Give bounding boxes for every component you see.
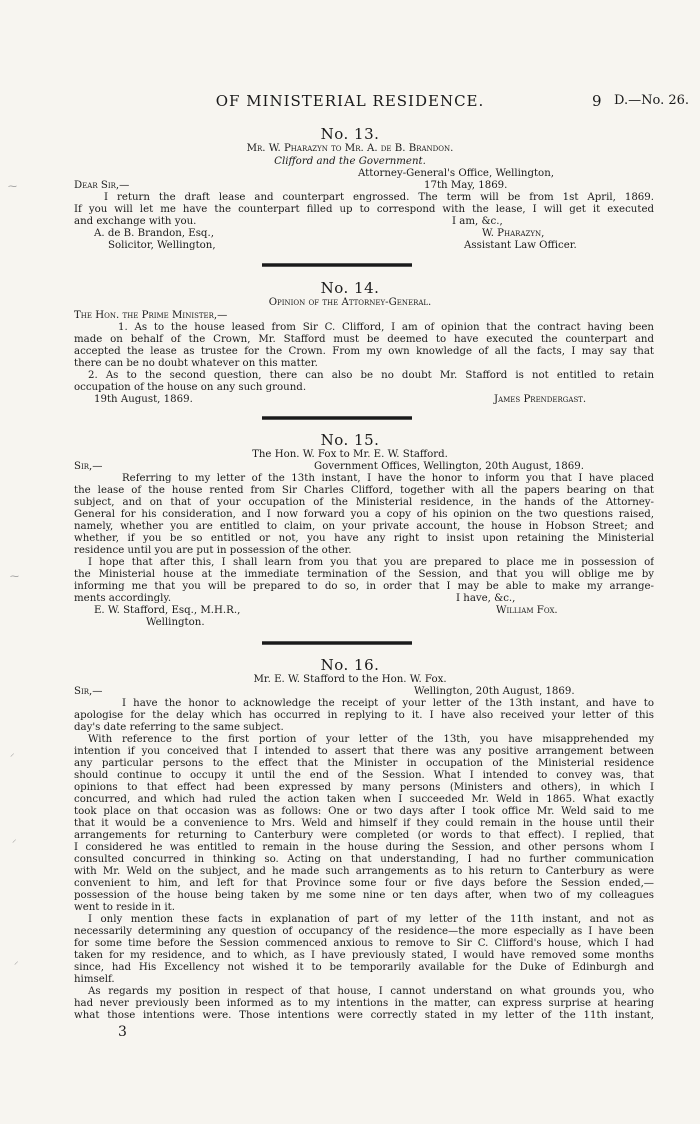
doc15-addressee-location: Wellington. [146, 617, 205, 628]
doc16-line: since, had His Excellency not wished it to be temporarily available for the Duke of Edinburgh and [74, 962, 654, 973]
doc16-line: necessarily determining any question of occupancy of the residence—the more especially as I have been [74, 926, 654, 937]
doc15-line: subject, and on that of your occupation of the Ministerial residence, in the hands of the Attorney- [74, 497, 654, 508]
doc15-number: No. 15. [320, 431, 380, 449]
doc16-number: No. 16. [320, 656, 380, 674]
doc14-date: 19th August, 1869. [94, 394, 193, 405]
doc13-signer: W. Pharazyn, [482, 228, 545, 239]
doc16-line: apologise for the delay which has occurred in replying to it. I have also received your letter of this [74, 710, 654, 721]
doc16-line: day's date referring to the same subject. [74, 722, 284, 733]
doc13-subheading: Clifford and the Government. [274, 156, 426, 167]
doc16-line: consulted concurred in thinking so. Acting on that understanding, I had no further communication [74, 854, 654, 865]
doc15-heading: The Hon. W. Fox to Mr. E. W. Stafford. [252, 449, 448, 460]
doc15-signer: William Fox. [496, 605, 558, 616]
doc16-line: I only mention these facts in explanation of part of my letter of the 11th instant, and not as [88, 914, 654, 925]
doc14-line: 2. As to the second question, there can also be no doubt Mr. Stafford is not entitled to retain [88, 370, 654, 381]
doc16-line: arrangements for returning to Canterbury were completed (or words to that effect). I replied, that [74, 830, 654, 841]
section-divider [262, 641, 412, 645]
doc14-salutation: The Hon. the Prime Minister,— [74, 310, 228, 321]
doc16-line: As regards my position in respect of that house, I cannot understand on what grounds you, who [88, 986, 654, 997]
doc16-line: possession of the house being taken by me some nine or ten days after, when two of my colleagues [74, 890, 654, 901]
doc13-date: 17th May, 1869. [424, 180, 508, 191]
doc16-line: opinions to that effect had been expressed by many persons (Ministers and others), in which I [74, 782, 654, 793]
doc14-signer: James Prendergast. [494, 394, 587, 405]
doc16-line: went to reside in it. [74, 902, 175, 913]
doc15-line: informing me that you will be prepared to do so, in order that I may be able to make my arrange- [74, 581, 654, 592]
margin-mark: ⸝ [10, 749, 15, 759]
doc15-line: whether, if you be so entitled or not, you have any right to insist upon retaining the Ministerial [74, 533, 654, 544]
margin-mark: ⸝ [12, 835, 17, 845]
doc16-line: intention if you conceived that I intended to assert that there was any positive arrangement between [74, 746, 654, 757]
doc14-line: there can be no doubt whatever on this matter. [74, 358, 318, 369]
doc15-office: Government Offices, Wellington, 20th August, 1869. [314, 461, 584, 472]
doc14-line: made on behalf of the Crown, Mr. Stafford must be deemed to have executed the counterpart and [74, 334, 654, 345]
doc15-closing: I have, &c., [456, 593, 516, 604]
doc13-number: No. 13. [320, 125, 380, 143]
doc16-line: concurred, and which had ruled the action taken when I succeeded Mr. Weld in 1865. What exactly [74, 794, 654, 805]
doc16-heading: Mr. E. W. Stafford to the Hon. W. Fox. [253, 674, 447, 685]
doc13-addressee-location: Solicitor, Wellington, [108, 240, 216, 251]
doc16-line: With reference to the first portion of your letter of the 13th, you have misapprehended my [88, 734, 654, 745]
doc13-closing: I am, &c., [452, 216, 503, 227]
doc16-line: convenient to him, and left for that Province some four or five days before the Session ended,— [74, 878, 654, 889]
margin-mark: ⸝ [14, 957, 19, 967]
doc15-line: namely, whether you are entitled to claim, on your private account, the house in Hobson Street; and [74, 521, 654, 532]
doc16-line: what those intentions were. Those intentions were correctly stated in my letter of the 11th instant, [74, 1010, 654, 1021]
doc13-addressee: A. de B. Brandon, Esq., [94, 228, 214, 239]
doc16-line: with Mr. Weld on the subject, and he made such arrangements as to his return to Canterbury as were [74, 866, 654, 877]
doc16-line: any particular persons to the effect that the Minister in occupation of the Ministerial residence [74, 758, 654, 769]
page-number: 9 [592, 92, 602, 110]
doc15-line: the lease of the house rented from Sir Charles Clifford, together with all the papers bearing on that [74, 485, 654, 496]
doc15-line: General for his consideration, and I now forward you a copy of his opinion on the two questions raised, [74, 509, 654, 520]
doc14-line: accepted the lease as trustee for the Crown. From my own knowledge of all the facts, I may say that [74, 346, 654, 357]
doc13-salutation: Dear Sir,— [74, 180, 130, 191]
doc16-line: himself. [74, 974, 115, 985]
doc13-line: If you will let me have the counterpart filled up to correspond with the lease, I will get it executed [74, 204, 654, 215]
doc14-number: No. 14. [320, 279, 380, 297]
doc15-addressee: E. W. Stafford, Esq., M.H.R., [94, 605, 241, 616]
margin-mark: ⁓ [10, 572, 19, 582]
doc16-line: should continue to occupy it until the end of the Session. What I intended to convey was, that [74, 770, 654, 781]
doc15-line: ments accordingly. [74, 593, 172, 604]
section-divider [262, 416, 412, 420]
doc15-line: residence until you are put in possession of the other. [74, 545, 352, 556]
running-title: OF MINISTERIAL RESIDENCE. [215, 92, 485, 110]
doc15-line: the Ministerial house at the immediate termination of the Session, and that you will oblige me by [74, 569, 654, 580]
doc16-line: I considered he was entitled to remain in the house during the Session, and other persons whom I [74, 842, 654, 853]
doc16-line: took place on that occasion was as follows: One or two days after I took office Mr. Weld said to me [74, 806, 654, 817]
doc13-signer-title: Assistant Law Officer. [464, 240, 577, 251]
doc16-line: had never previously been informed as to my intentions in the matter, can express surprise at hearing [74, 998, 654, 1009]
doc16-line: taken for my residence, and to which, as I have previously stated, I would have removed some months [74, 950, 654, 961]
doc16-line: I have the honor to acknowledge the receipt of your letter of the 13th instant, and have to [122, 698, 654, 709]
doc13-line: and exchange with you. [74, 216, 197, 227]
doc16-date: Wellington, 20th August, 1869. [414, 686, 575, 697]
doc16-line: for some time before the Session commenced anxious to remove to Sir C. Clifford's house, which I had [74, 938, 654, 949]
doc14-heading: Opinion of the Attorney-General. [268, 297, 432, 308]
doc15-line: Referring to my letter of the 13th instant, I have the honor to inform you that I have placed [122, 473, 654, 484]
doc16-line: that it would be a convenience to Mrs. Weld and himself if they could remain in the house until their [74, 818, 654, 829]
doc15-line: I hope that after this, I shall learn from you that you are prepared to place me in possession of [88, 557, 654, 568]
doc14-line: occupation of the house on any such ground. [74, 382, 307, 393]
doc13-line: I return the draft lease and counterpart engrossed. The term will be from 1st April, 1869. [104, 192, 654, 203]
doc16-salutation: Sir,— [74, 686, 103, 697]
signature-mark: 3 [118, 1024, 127, 1040]
section-divider [262, 263, 412, 267]
doc13-heading: Mr. W. Pharazyn to Mr. A. de B. Brandon. [246, 143, 454, 154]
doc14-line: 1. As to the house leased from Sir C. Clifford, I am of opinion that the contract having been [118, 322, 654, 333]
doc15-salutation: Sir,— [74, 461, 103, 472]
margin-mark: ⁓ [8, 182, 17, 192]
doc13-office: Attorney-General's Office, Wellington, [358, 168, 554, 179]
document-reference: D.—No. 26. [614, 93, 690, 108]
